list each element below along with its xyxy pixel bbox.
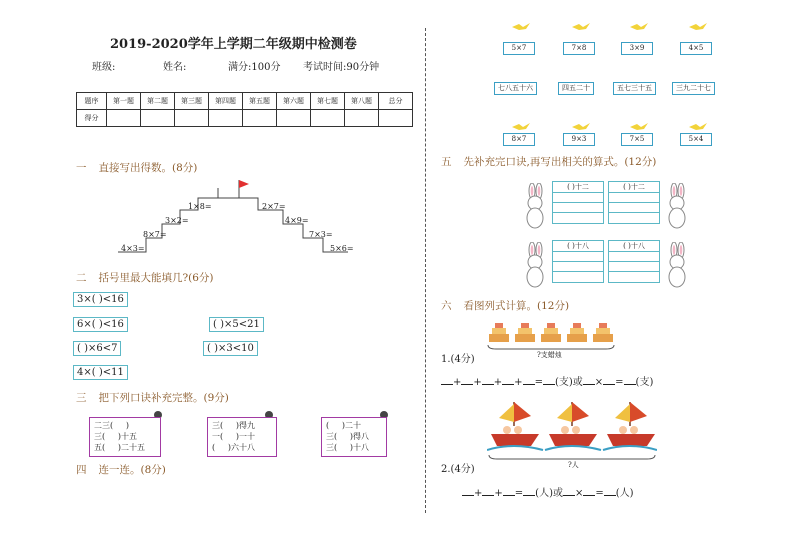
answer-blank[interactable] (604, 487, 616, 496)
table-cell: 第七题 (311, 93, 345, 110)
answer-blank[interactable] (603, 376, 615, 385)
rabbit-icon (664, 242, 690, 288)
section-number: 三 (76, 392, 87, 404)
section-5-heading (441, 154, 656, 169)
formula-unit-text: (支)或 (554, 377, 583, 388)
question-note: ?支蜡烛 (537, 351, 562, 359)
cake-icon (567, 323, 587, 342)
section-number: 四 (76, 464, 87, 476)
question-note: ?人 (568, 461, 579, 469)
table-cell: 第五题 (243, 93, 277, 110)
section-2-heading (76, 270, 214, 285)
column-divider (425, 28, 426, 513)
score-cell[interactable] (345, 110, 379, 127)
table-cell: 第四题 (209, 93, 243, 110)
formula-unit-text: (支) (635, 377, 654, 388)
blank-inequality[interactable]: ( )×5<21 (209, 317, 264, 332)
section-text: 看图列式计算。(12分) (463, 300, 570, 312)
score-cell[interactable] (243, 110, 277, 127)
link-card-bottom[interactable]: 5×4 (680, 133, 712, 146)
answer-line[interactable] (553, 272, 603, 282)
link-card-top[interactable]: 4×5 (680, 42, 712, 55)
score-table (76, 92, 413, 127)
link-card-middle[interactable]: 四五二十 (558, 82, 594, 95)
answer-blank[interactable] (624, 376, 636, 385)
answer-blank[interactable] (482, 487, 494, 496)
section-6-heading (441, 298, 569, 313)
panel-label: ( )十二 (609, 182, 659, 193)
section-number: 二 (76, 272, 87, 284)
link-card-top[interactable]: 7×8 (563, 42, 595, 55)
link-card-top[interactable]: 5×7 (503, 42, 535, 55)
panel-label: ( )十二 (553, 182, 603, 193)
cake-icon (541, 323, 561, 342)
panel-label: ( )十八 (609, 241, 659, 252)
link-card-top[interactable]: 3×9 (621, 42, 653, 55)
blank-inequality[interactable]: 3×( )<16 (73, 292, 128, 307)
table-cell: 题序 (77, 93, 107, 110)
answer-line[interactable] (553, 262, 603, 272)
bird-icon (629, 122, 649, 132)
rabbit-icon (522, 242, 548, 288)
answer-blank[interactable] (583, 487, 595, 496)
cake-icon (593, 323, 613, 342)
question-label: 1.(4分) (441, 354, 475, 365)
formula-card-3[interactable]: ( )二十 三( )得八 三( )十八 (321, 417, 387, 457)
stair-equation: 4×9= (285, 216, 309, 225)
formula-row-2: + + = (人)或 × = (人) (462, 484, 634, 499)
boat-icon (487, 402, 543, 450)
answer-line[interactable] (609, 262, 659, 272)
page-title: 2019-2020学年上学期二年级期中检测卷 (110, 37, 357, 52)
answer-line[interactable] (609, 203, 659, 213)
bird-icon (629, 22, 649, 32)
section-text: 括号里最大能填几?(6分) (98, 272, 214, 284)
answer-line[interactable] (609, 213, 659, 223)
score-cell[interactable] (311, 110, 345, 127)
question-label: 2.(4分) (441, 464, 475, 475)
table-cell: 第六题 (277, 93, 311, 110)
stair-equation: 7×3= (309, 230, 333, 239)
table-cell: 得分 (77, 110, 107, 127)
answer-line[interactable] (553, 203, 603, 213)
link-card-middle[interactable]: 五七三十五 (613, 82, 656, 95)
score-cell[interactable] (175, 110, 209, 127)
score-cell[interactable] (209, 110, 243, 127)
section-4-heading (76, 462, 166, 477)
table-cell: 第三题 (175, 93, 209, 110)
blank-inequality[interactable]: 4×( )<11 (73, 365, 128, 380)
stair-equation: 4×3= (121, 244, 145, 253)
boat-icon (545, 402, 601, 450)
formula-panel[interactable] (552, 240, 604, 283)
answer-blank[interactable] (543, 376, 555, 385)
section-number: 五 (441, 156, 452, 168)
bird-icon (511, 122, 531, 132)
link-card-middle[interactable]: 七八五十六 (494, 82, 537, 95)
link-card-middle[interactable]: 三九二十七 (672, 82, 715, 95)
table-cell: 第二题 (141, 93, 175, 110)
bird-icon (688, 22, 708, 32)
score-cell[interactable] (379, 110, 413, 127)
answer-line[interactable] (553, 213, 603, 223)
flag-icon (239, 180, 249, 188)
answer-blank[interactable] (502, 376, 514, 385)
cakes-illustration (486, 320, 616, 344)
staircase-diagram (118, 180, 363, 260)
score-cell[interactable] (141, 110, 175, 127)
formula-unit-text: (人)或 (535, 488, 563, 499)
answer-blank[interactable] (523, 487, 535, 496)
boats-illustration (487, 396, 657, 454)
answer-blank[interactable] (583, 376, 595, 385)
blank-inequality[interactable]: ( )×3<10 (203, 341, 258, 356)
table-cell: 第八题 (345, 93, 379, 110)
cake-icon (489, 323, 509, 342)
score-cell[interactable] (107, 110, 141, 127)
formula-row-1: + + + + = (支)或 × = (支) (441, 373, 653, 388)
section-text: 把下列口诀补充完整。(9分) (98, 392, 229, 404)
blank-inequality[interactable]: ( )×6<7 (73, 341, 121, 356)
formula-card-2[interactable]: 三( )得九 一( )一十 ( )六十八 (207, 417, 277, 457)
formula-panel[interactable] (608, 181, 660, 224)
section-text: 先补充完口诀,再写出相关的算式。(12分) (463, 156, 657, 168)
section-text: 连一连。(8分) (98, 464, 166, 476)
section-1-heading (76, 160, 197, 175)
link-card-bottom[interactable]: 7×5 (621, 133, 653, 146)
formula-panel[interactable] (552, 181, 604, 224)
answer-blank[interactable] (503, 487, 515, 496)
full-score: 满分:100分 (228, 62, 281, 73)
exam-time: 考试时间:90分钟 (303, 62, 380, 73)
score-table-header-row (77, 93, 413, 110)
rabbit-icon (522, 183, 548, 229)
table-cell: 总分 (379, 93, 413, 110)
stair-equation: 5×6= (330, 244, 354, 253)
blank-inequality[interactable]: 6×( )<16 (73, 317, 128, 332)
link-card-bottom[interactable]: 9×3 (563, 133, 595, 146)
name-label: 姓名: (163, 62, 187, 73)
boat-icon (603, 402, 657, 450)
answer-line[interactable] (553, 252, 603, 262)
panel-label: ( )十八 (553, 241, 603, 252)
answer-blank[interactable] (461, 376, 473, 385)
answer-blank[interactable] (563, 487, 575, 496)
answer-blank[interactable] (482, 376, 494, 385)
stair-equation: 3×2= (165, 216, 189, 225)
link-card-bottom[interactable]: 8×7 (503, 133, 535, 146)
section-text: 直接写出得数。(8分) (98, 162, 198, 174)
stair-equation: 1×8= (188, 202, 212, 211)
formula-unit-text: (人) (615, 488, 634, 499)
answer-line[interactable] (609, 193, 659, 203)
score-cell[interactable] (277, 110, 311, 127)
section-number: 一 (76, 162, 87, 174)
rabbit-icon (664, 183, 690, 229)
bird-icon (688, 122, 708, 132)
answer-blank[interactable] (441, 376, 453, 385)
cake-icon (515, 323, 535, 342)
bird-icon (571, 22, 591, 32)
stair-equation: 8×7= (143, 230, 167, 239)
answer-line[interactable] (553, 193, 603, 203)
answer-line[interactable] (609, 272, 659, 282)
section-number: 六 (441, 300, 452, 312)
class-label: 班级: (92, 62, 116, 73)
section-3-heading (76, 390, 229, 405)
score-table-score-row (77, 110, 413, 127)
table-cell: 第一题 (107, 93, 141, 110)
answer-line[interactable] (609, 252, 659, 262)
bird-icon (571, 122, 591, 132)
formula-panel[interactable] (608, 240, 660, 283)
answer-blank[interactable] (462, 487, 474, 496)
formula-card-1[interactable]: 二三( ) 三( )十五 五( )二十五 (89, 417, 161, 457)
bird-icon (511, 22, 531, 32)
answer-blank[interactable] (523, 376, 535, 385)
stair-equation: 2×7= (262, 202, 286, 211)
